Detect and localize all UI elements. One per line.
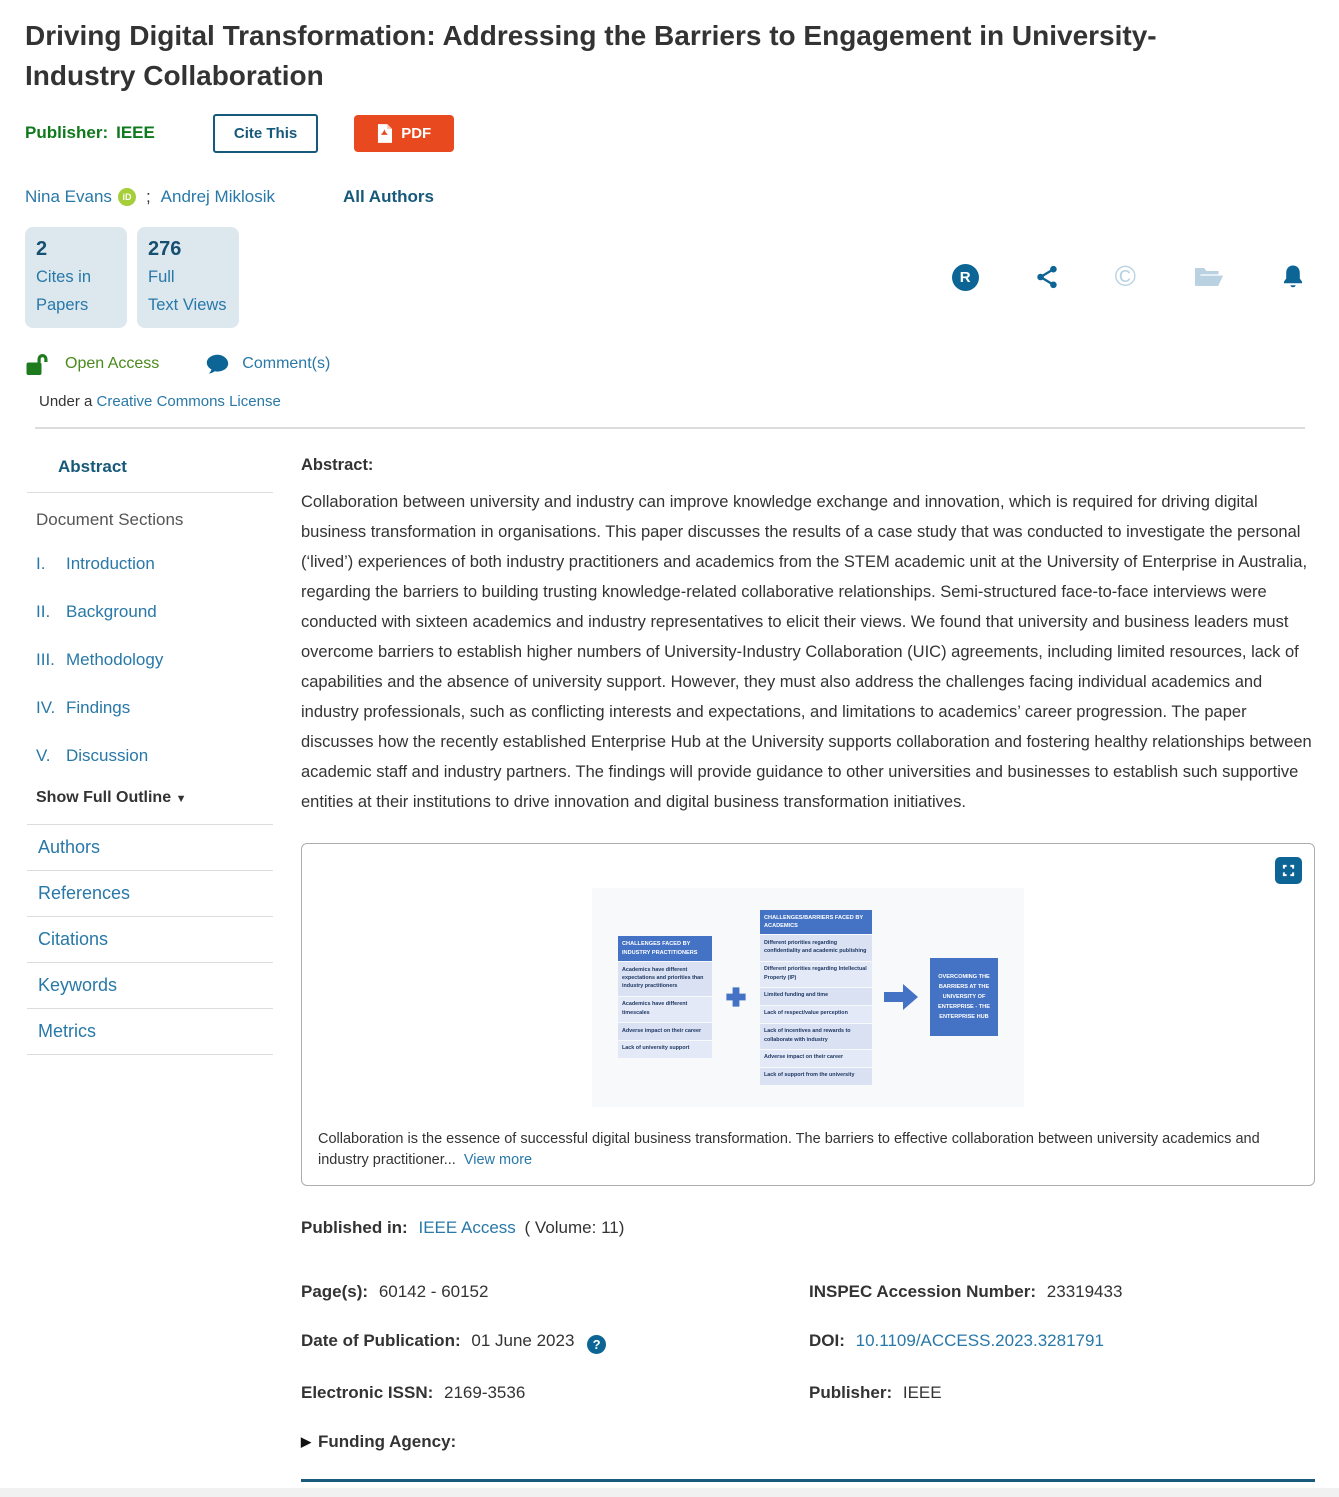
- sidebar-item-findings[interactable]: [25, 684, 275, 732]
- diagram-item: Academics have different expectations and priorities than industry practitioners: [618, 962, 712, 996]
- pdf-button[interactable]: [354, 115, 454, 152]
- fulltext-views-label-line1: Full: [148, 267, 175, 286]
- chevron-down-icon: ▼: [175, 792, 187, 805]
- diagram-item: Lack of university support: [618, 1041, 712, 1058]
- diagram-item: Different priorities regarding confidentiality and academic publishing: [760, 935, 872, 960]
- diagram-outcome-box: OVERCOMING THE BARRIERS AT THE UNIVERSITY OF ENTERPRISE - THE ENTERPRISE HUB: [930, 958, 998, 1036]
- author-link-2[interactable]: Andrej Miklosik: [160, 186, 275, 206]
- inspec-label: INSPEC Accession Number:: [809, 1281, 1037, 1301]
- diagram-item: Lack of incentives and rewards to collaborate with industry: [760, 1024, 872, 1049]
- abstract-heading: Abstract:: [301, 455, 374, 474]
- pages-label: Page(s):: [301, 1281, 369, 1301]
- diagram-academics-header: CHALLENGES/BARRIERS FACED BY ACADEMICS: [760, 910, 872, 935]
- comments-wrap[interactable]: [206, 354, 330, 375]
- comment-bubble-icon: [206, 354, 229, 375]
- help-question-icon[interactable]: ?: [587, 1335, 606, 1354]
- section-label: Methodology: [66, 649, 164, 669]
- sidebar-item-introduction[interactable]: [25, 540, 275, 588]
- comments-link[interactable]: Comment(s): [242, 355, 331, 373]
- cites-label-line2: Papers: [36, 295, 89, 314]
- diagram-industry-column: [618, 936, 712, 1057]
- barriers-diagram: [592, 888, 1024, 1107]
- page-title: Driving Digital Transformation: Addressing the Barriers to Engagement in University-Industry Collaboration: [25, 20, 1157, 91]
- section-numeral: V.: [36, 745, 51, 765]
- sidebar-item-keywords[interactable]: Keywords: [27, 963, 273, 1009]
- doi-label: DOI:: [809, 1330, 845, 1350]
- pdf-icon: [377, 124, 392, 143]
- main-area: [0, 429, 1339, 1488]
- cites-count: 2: [36, 237, 48, 260]
- save-to-project-button[interactable]: [1193, 265, 1224, 289]
- publisher-value: IEEE: [116, 123, 155, 142]
- open-access-label: Open Access: [65, 355, 160, 373]
- fulltext-views-label-line2: Text Views: [148, 295, 227, 314]
- figure-card: [301, 843, 1315, 1186]
- copyright-icon: ©: [1114, 260, 1136, 293]
- share-icon: [1036, 265, 1058, 289]
- inspec-field: [809, 1282, 1315, 1302]
- sidebar-item-authors[interactable]: Authors: [27, 825, 273, 871]
- figure-caption-text: Collaboration is the essence of successful digital business transformation. The barriers to effective collaboration between university academics and industry practitioner...: [318, 1130, 1260, 1168]
- figure-image-area[interactable]: [318, 858, 1298, 1123]
- sidebar-item-background[interactable]: [25, 588, 275, 636]
- access-row: [25, 352, 1315, 377]
- diagram-academics-column: [760, 910, 872, 1085]
- abstract-text: Collaboration between university and industry can improve knowledge exchange and innovation, which is required for driving digital business transformation in organisations. This paper discusses the results of a case study that was conducted to investigate the personal (‘lived’) experiences of both industry practitioners and academics from the STEM academic unit at the University of Enterprise in Australia, regarding the barriers to building trusting knowledge-related collaborative relationships. Semi-structured face-to-face interviews were conducted with sixteen academics and industry representatives to elicit their views. We found that university and business leaders must overcome barriers to establish higher numbers of University-Industry Collaboration (UIC) agreements, including limited resources, lack of capabilities and the absence of university support. However, they must also address the challenges facing individual academics and industry professionals, such as conflicting interests and expectations, and limitations to academics’ career progression. The paper discusses how the recently established Enterprise Hub at the University supports collaboration and fostering healthy relationships between academic staff and industry partners. The findings will provide guidance to other universities and businesses to establish such supportive entities at their institutions to drive innovation and digital business transformation initiatives.: [301, 492, 1312, 811]
- pdf-button-label: PDF: [401, 124, 432, 142]
- right-arrow-icon: [884, 984, 918, 1010]
- section-label: Introduction: [66, 553, 155, 573]
- figure-caption: [318, 1129, 1298, 1171]
- funding-agency-label: Funding Agency:: [318, 1431, 457, 1451]
- section-numeral: IV.: [36, 697, 56, 717]
- diagram-item: Adverse impact on their career: [760, 1050, 872, 1067]
- section-numeral: II.: [36, 601, 51, 621]
- all-authors-link[interactable]: All Authors: [342, 186, 434, 206]
- folder-icon: [1193, 265, 1224, 289]
- show-full-outline-button[interactable]: [25, 780, 275, 824]
- author-link-1[interactable]: Nina Evans: [25, 186, 112, 206]
- volume-text: ( Volume: 11): [524, 1217, 625, 1237]
- sidebar-item-metrics[interactable]: Metrics: [27, 1009, 273, 1055]
- action-icons: [952, 260, 1305, 293]
- section-label: Background: [66, 601, 157, 621]
- researcher-profile-button[interactable]: [952, 264, 979, 291]
- issn-field: [301, 1383, 809, 1403]
- article-header: [0, 0, 1339, 429]
- document-sidebar: [25, 454, 275, 1488]
- view-more-link[interactable]: View more: [463, 1151, 533, 1168]
- researcher-r-icon: R: [952, 264, 979, 291]
- fulltext-views-stat-box[interactable]: [137, 227, 239, 328]
- diagram-item: Academics have different timescales: [618, 997, 712, 1022]
- issn-label: Electronic ISSN:: [301, 1382, 434, 1402]
- authors-row: [25, 187, 1315, 207]
- cites-label: [36, 263, 116, 319]
- section-numeral: I.: [36, 553, 46, 573]
- doi-field: [809, 1331, 1315, 1354]
- metadata-grid: [301, 1282, 1315, 1403]
- open-lock-icon: [25, 352, 52, 377]
- alerts-button[interactable]: [1281, 264, 1305, 290]
- expand-icon: [1281, 863, 1296, 878]
- diagram-item: Limited funding and time: [760, 988, 872, 1005]
- plus-icon: [724, 985, 748, 1009]
- publisher-row: [25, 114, 1315, 153]
- bell-icon: [1281, 264, 1305, 290]
- orcid-icon[interactable]: iD: [118, 188, 136, 206]
- publisher-field: [809, 1383, 1315, 1403]
- diagram-item: Lack of support from the university: [760, 1068, 872, 1085]
- section-label: Discussion: [66, 745, 149, 765]
- section-label: Findings: [66, 697, 131, 717]
- diagram-item: Lack of respect/value perception: [760, 1006, 872, 1023]
- diagram-item: Different priorities regarding Intellectual Property (IP): [760, 962, 872, 987]
- publication-date-field: [301, 1331, 809, 1354]
- license-row: [39, 393, 1315, 410]
- copyright-button[interactable]: [1114, 260, 1136, 293]
- cite-this-button[interactable]: Cite This: [213, 114, 318, 153]
- diagram-item: Adverse impact on their career: [618, 1023, 712, 1040]
- inspec-value: 23319433: [1046, 1281, 1123, 1301]
- author-separator: ;: [145, 186, 151, 206]
- show-full-outline-label: Show Full Outline: [36, 788, 172, 806]
- publisher-label: Publisher:: [25, 123, 109, 142]
- cites-label-line1: Cites in: [36, 267, 92, 286]
- sidebar-item-references[interactable]: References: [27, 871, 273, 917]
- license-prefix: Under a: [39, 392, 93, 410]
- publisher-field-label: Publisher:: [809, 1382, 893, 1402]
- sidebar-item-citations[interactable]: Citations: [27, 917, 273, 963]
- expand-figure-button[interactable]: [1275, 857, 1302, 884]
- pages-field: [301, 1282, 809, 1302]
- chevron-right-icon: ▶: [301, 1433, 311, 1449]
- sidebar-item-methodology[interactable]: [25, 636, 275, 684]
- article-content: [275, 454, 1315, 1488]
- sidebar-item-discussion[interactable]: [25, 732, 275, 780]
- publication-date-value: 01 June 2023: [471, 1330, 575, 1350]
- stats-row: [25, 227, 1315, 328]
- creative-commons-link[interactable]: Creative Commons License: [96, 392, 281, 410]
- section-numeral: III.: [36, 649, 55, 669]
- cites-stat-box[interactable]: [25, 227, 127, 328]
- fulltext-views-label: [148, 263, 228, 319]
- issn-value: 2169-3536: [444, 1382, 526, 1402]
- pages-value: 60142 - 60152: [378, 1281, 489, 1301]
- sidebar-item-abstract[interactable]: Abstract: [58, 456, 127, 476]
- share-button[interactable]: [1036, 265, 1058, 289]
- publication-date-label: Date of Publication:: [301, 1330, 461, 1350]
- next-section-edge: [0, 1488, 1339, 1497]
- doi-link[interactable]: 10.1109/ACCESS.2023.3281791: [855, 1330, 1104, 1350]
- publisher-field-value: IEEE: [902, 1382, 942, 1402]
- published-in-row: [301, 1218, 1315, 1238]
- published-in-label: Published in:: [301, 1217, 408, 1237]
- fulltext-views-count: 276: [148, 237, 182, 260]
- diagram-industry-header: CHALLENGES FACED BY INDUSTRY PRACTITIONERS: [618, 936, 712, 961]
- sidebar-document-sections-label: Document Sections: [36, 509, 184, 529]
- funding-agency-toggle[interactable]: [301, 1432, 1315, 1452]
- journal-link[interactable]: IEEE Access: [418, 1217, 516, 1237]
